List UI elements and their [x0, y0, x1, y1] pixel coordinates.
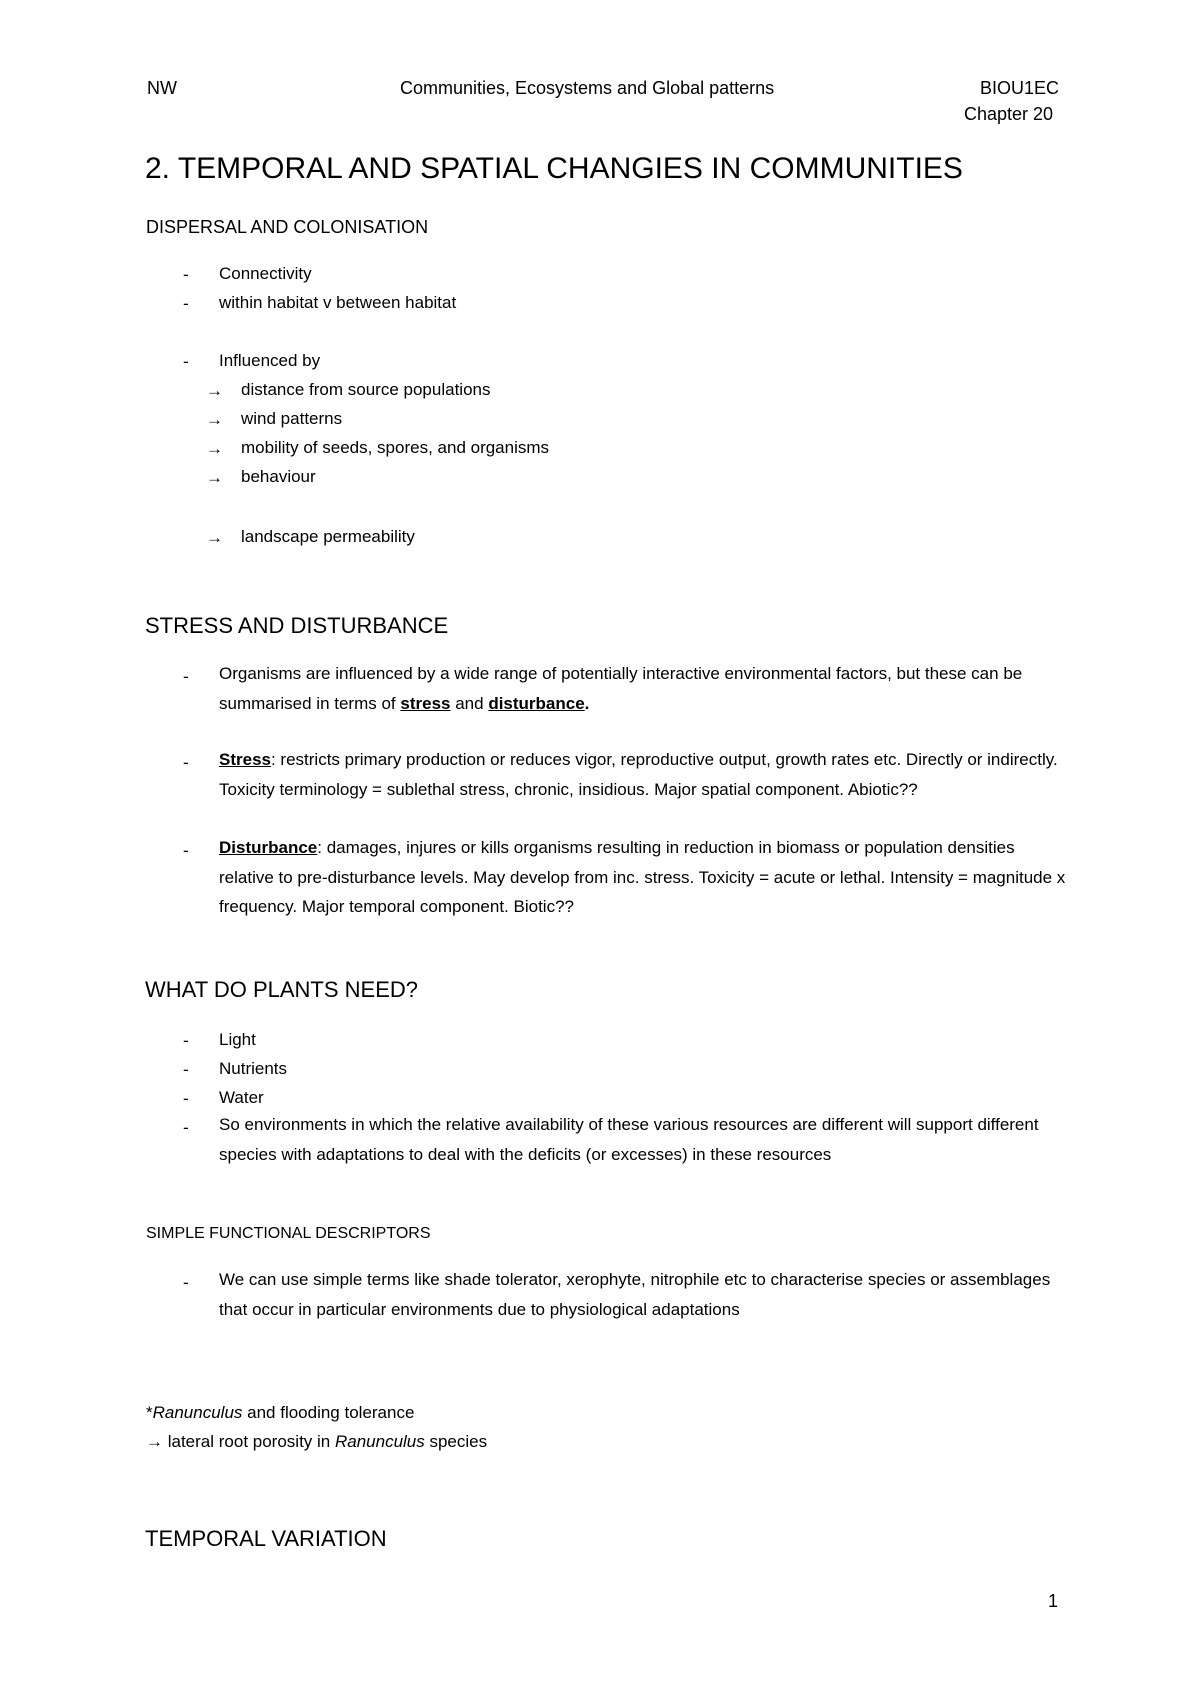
term-disturbance: Disturbance	[219, 838, 318, 857]
ranunculus-porosity-note: → lateral root porosity in Ranunculus species	[146, 1432, 488, 1451]
bullet-dash: -	[183, 667, 189, 686]
section-heading-plants: WHAT DO PLANTS NEED?	[145, 977, 419, 1002]
list-item: Water	[219, 1088, 264, 1107]
paragraph-stress-definition: Stress: restricts primary production or reduces vigor, reproductive output, growth rates etc. Directly or indirectly. Toxicity terminology = sublethal stress, chronic, insidious. Major spatial component. Abiotic??	[219, 750, 1058, 799]
right-arrow-icon: →	[206, 528, 223, 547]
bullet-dash: -	[183, 1060, 189, 1079]
subsection-heading-descriptors: SIMPLE FUNCTIONAL DESCRIPTORS	[146, 1225, 431, 1242]
bullet-dash: -	[183, 352, 189, 371]
bullet-dash: -	[183, 1031, 189, 1050]
section-heading-dispersal: DISPERSAL AND COLONISATION	[146, 217, 429, 237]
paragraph-resources: So environments in which the relative availability of these various resources are different will support different species with adaptations to deal with the deficits (or excesses) in these resources	[219, 1115, 1039, 1164]
list-item: Connectivity	[219, 264, 312, 283]
paragraph-descriptors: We can use simple terms like shade tolerator, xerophyte, nitrophile etc to characterise species or assemblages that occur in particular environments due to physiological adaptations	[219, 1270, 1051, 1319]
right-arrow-icon: →	[206, 468, 223, 487]
paragraph-disturbance-definition: Disturbance: damages, injures or kills organisms resulting in reduction in biomass or population densities relative to pre-disturbance levels. May develop from inc. stress. Toxicity = acute or lethal. Intensity = magnitude x frequency. Major temporal component. Biotic??	[219, 838, 1066, 916]
paragraph-stress-intro: Organisms are influenced by a wide range of potentially interactive environmental factors, but these can be summarised in terms of stress and disturbance.	[219, 664, 1023, 713]
section-heading-stress: STRESS AND DISTURBANCE	[145, 613, 449, 638]
page-title: 2. TEMPORAL AND SPATIAL CHANGIES IN COMMUNITIES	[145, 152, 963, 185]
bullet-dash: -	[183, 1273, 189, 1292]
bullet-dash: -	[183, 265, 189, 284]
section-heading-temporal: TEMPORAL VARIATION	[145, 1526, 387, 1551]
header-initials: NW	[147, 78, 177, 98]
right-arrow-icon: →	[146, 1432, 163, 1451]
sub-list-item: wind patterns	[241, 409, 343, 428]
header-chapter: Chapter 20	[964, 104, 1054, 124]
genus-name: Ranunculus	[152, 1403, 243, 1422]
right-arrow-icon: →	[206, 439, 223, 458]
right-arrow-icon: →	[206, 381, 223, 400]
sub-list-item: landscape permeability	[241, 527, 415, 546]
sub-list-item: behaviour	[241, 467, 316, 486]
bullet-dash: -	[183, 1089, 189, 1108]
header-course-code: BIOU1EC	[980, 78, 1060, 98]
bullet-dash: -	[183, 1118, 189, 1137]
list-item: Influenced by	[219, 351, 321, 370]
list-item: Nutrients	[219, 1059, 288, 1078]
list-item: Light	[219, 1030, 256, 1049]
list-item: within habitat v between habitat	[219, 293, 457, 312]
page-number: 1	[1048, 1591, 1059, 1611]
sub-list-item: distance from source populations	[241, 380, 491, 399]
sub-list-item: mobility of seeds, spores, and organisms	[241, 438, 550, 457]
ranunculus-note: *Ranunculus and flooding tolerance	[146, 1403, 415, 1422]
header-course-title: Communities, Ecosystems and Global patterns	[400, 78, 775, 98]
bullet-dash: -	[183, 294, 189, 313]
bullet-dash: -	[183, 841, 189, 860]
genus-name: Ranunculus	[334, 1432, 425, 1451]
term-disturbance: disturbance	[488, 693, 585, 713]
term-stress: Stress	[219, 750, 271, 769]
right-arrow-icon: →	[206, 410, 223, 429]
term-stress: stress	[400, 693, 451, 713]
bullet-dash: -	[183, 753, 189, 772]
